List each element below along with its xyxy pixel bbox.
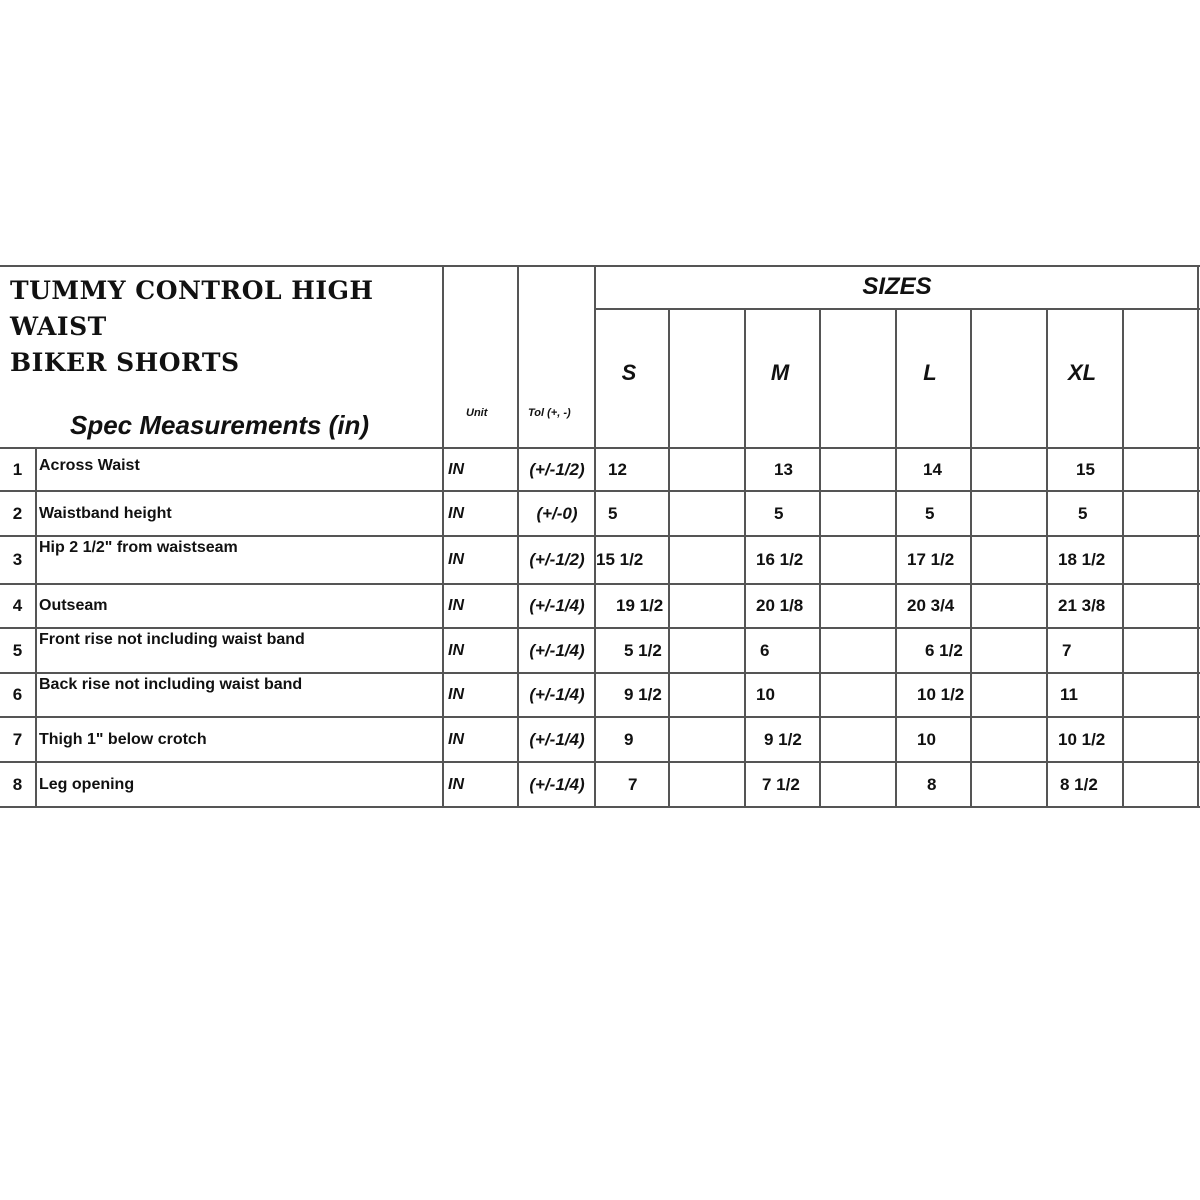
row-number: 8 (12, 774, 23, 794)
tolerance-cell: (+/-1/4) (529, 774, 585, 794)
tolerance-cell: (+/-1/4) (529, 596, 585, 615)
size-s-value: 7 (628, 774, 638, 794)
col-divider (442, 265, 444, 808)
size-l-value: 10 (917, 729, 936, 749)
size-s-value: 9 1/2 (624, 685, 662, 704)
size-xl-value: 8 1/2 (1060, 774, 1098, 794)
measurement-label: Back rise not including waist band (39, 676, 303, 693)
measurement-label: Outseam (39, 597, 108, 614)
size-xl-value: 18 1/2 (1058, 550, 1106, 569)
unit-cell: IN (448, 775, 464, 793)
size-xl-value: 11 (1060, 685, 1078, 704)
sizes-header: SIZES (862, 273, 932, 300)
size-m-value: 6 (760, 640, 770, 660)
size-label-xl: XL (1067, 360, 1097, 385)
row-number: 4 (12, 596, 23, 615)
right-border (1197, 265, 1199, 808)
size-m-value: 9 1/2 (764, 729, 802, 749)
unit-cell: IN (448, 730, 464, 748)
size-label-m: M (770, 360, 790, 385)
size-s-value: 5 1/2 (624, 640, 662, 660)
size-l-value: 17 1/2 (907, 550, 955, 569)
size-xl-value: 10 1/2 (1058, 729, 1106, 749)
size-m-value: 20 1/8 (756, 596, 804, 615)
size-m-value: 13 (774, 459, 793, 479)
unit-cell: IN (448, 551, 464, 568)
unit-cell: IN (448, 686, 464, 703)
unit-cell: IN (448, 641, 464, 659)
size-l-value: 6 1/2 (925, 640, 963, 660)
unit-cell: IN (448, 504, 464, 522)
col-divider (744, 308, 746, 808)
size-s-value: 5 (608, 503, 618, 523)
col-divider (517, 265, 519, 808)
row-number: 6 (12, 685, 23, 704)
size-s-value: 15 1/2 (596, 550, 644, 569)
row-number: 7 (12, 729, 23, 749)
size-xl-value: 5 (1078, 503, 1088, 523)
size-s-value: 9 (624, 729, 634, 749)
size-xl-value: 21 3/8 (1058, 596, 1106, 615)
size-label-l: L (923, 360, 937, 385)
unit-cell: IN (448, 597, 464, 614)
size-xl-value: 15 (1076, 459, 1095, 479)
size-l-value: 5 (925, 503, 935, 523)
size-m-value: 5 (774, 503, 784, 523)
sheet-title (10, 273, 440, 381)
spec-sheet (0, 265, 1200, 810)
row-number: 2 (12, 503, 23, 523)
size-label-s: S (621, 360, 637, 385)
tolerance-cell: (+/-1/4) (529, 685, 585, 704)
spec-measurements-title: Spec Measurements (in) (70, 410, 370, 440)
tolerance-cell: (+/-1/4) (529, 640, 585, 660)
measurement-label: Hip 2 1/2" from waistseam (39, 539, 238, 556)
tolerance-header: Tol (+, -) (528, 407, 571, 419)
measurement-label: Thigh 1" below crotch (39, 730, 207, 748)
measurement-label: Waistband height (39, 504, 172, 522)
size-s-value: 12 (608, 459, 627, 479)
size-l-value: 8 (927, 774, 937, 794)
title-line-1: TUMMY CONTROL HIGH WAIST (10, 276, 374, 341)
size-l-value: 10 1/2 (917, 685, 965, 704)
size-l-value: 14 (923, 459, 942, 479)
col-divider (895, 308, 897, 808)
tolerance-cell: (+/-1/2) (529, 550, 585, 569)
unit-cell: IN (448, 460, 464, 478)
row-number: 3 (12, 550, 23, 569)
size-xl-value: 7 (1062, 640, 1072, 660)
row-number: 5 (12, 640, 23, 660)
size-m-value: 16 1/2 (756, 550, 804, 569)
size-s-value: 19 1/2 (616, 596, 664, 615)
measurement-label: Across Waist (39, 457, 140, 474)
tolerance-cell: (+/-1/2) (529, 459, 585, 479)
tolerance-cell: (+/-0) (536, 503, 578, 523)
row-number: 1 (12, 459, 23, 479)
size-m-value: 7 1/2 (762, 774, 800, 794)
measurement-label: Leg opening (39, 775, 135, 793)
table-bottom (0, 806, 1200, 808)
size-m-value: 10 (756, 685, 775, 704)
size-l-value: 20 3/4 (907, 596, 955, 615)
col-divider (1046, 308, 1048, 808)
measurement-label: Front rise not including waist band (39, 631, 305, 648)
unit-header: Unit (466, 407, 488, 419)
title-line-2: BIKER SHORTS (10, 348, 240, 377)
col-divider (35, 447, 37, 808)
tolerance-cell: (+/-1/4) (529, 729, 585, 749)
